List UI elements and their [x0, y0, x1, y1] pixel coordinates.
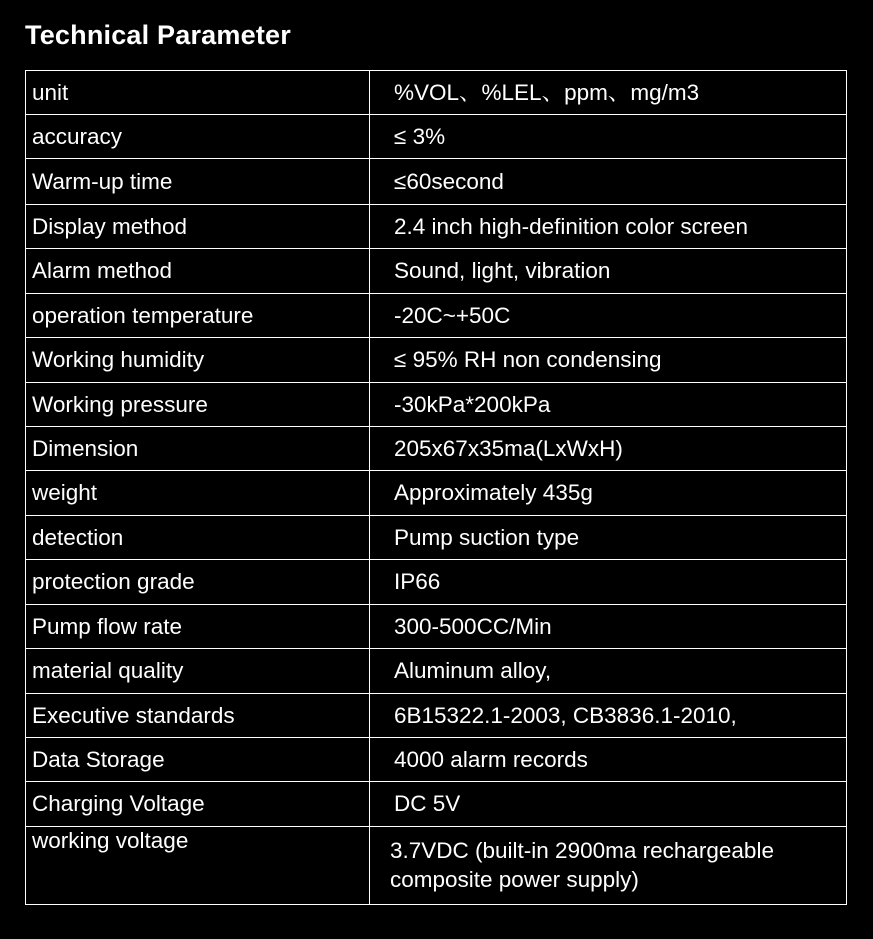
parameter-name: Working humidity: [26, 338, 370, 383]
parameter-value: DC 5V: [370, 782, 847, 827]
table-row: [26, 694, 847, 738]
table-row: [26, 338, 847, 383]
parameter-value: 2.4 inch high-definition color screen: [370, 205, 847, 249]
parameter-value: ≤60second: [370, 159, 847, 205]
table-row: [26, 605, 847, 649]
table-row: [26, 427, 847, 471]
parameter-value: 300-500CC/Min: [370, 605, 847, 649]
page-title: Technical Parameter: [25, 20, 291, 50]
parameter-name: Executive standards: [26, 694, 370, 738]
parameter-value: IP66: [370, 560, 847, 605]
parameter-value: Approximately 435g: [370, 471, 847, 516]
parameter-name: Data Storage: [26, 738, 370, 782]
table-row: [26, 738, 847, 782]
parameter-name: Warm-up time: [26, 159, 370, 205]
table-row: [26, 649, 847, 694]
parameter-value: 6B15322.1-2003, CB3836.1-2010,: [370, 694, 847, 738]
parameter-value: ≤ 95% RH non condensing: [370, 338, 847, 383]
parameter-value: Pump suction type: [370, 516, 847, 560]
table-row: [26, 115, 847, 159]
parameter-value: 3.7VDC (built-in 2900ma rechargeable composite power supply): [370, 827, 847, 905]
parameter-name: Display method: [26, 205, 370, 249]
parameter-value: ≤ 3%: [370, 115, 847, 159]
table-row: [26, 560, 847, 605]
table-row: [26, 205, 847, 249]
table-row: [26, 249, 847, 294]
parameter-name: material quality: [26, 649, 370, 694]
parameter-value: Sound, light, vibration: [370, 249, 847, 294]
parameter-value: -30kPa*200kPa: [370, 383, 847, 427]
parameter-value: Aluminum alloy,: [370, 649, 847, 694]
parameter-value: %VOL、%LEL、ppm、mg/m3: [370, 71, 847, 115]
table-row: [26, 294, 847, 338]
parameter-name: accuracy: [26, 115, 370, 159]
parameter-name: protection grade: [26, 560, 370, 605]
table-row: [26, 471, 847, 516]
table-row: [26, 71, 847, 115]
table-row: [26, 782, 847, 827]
parameter-name: Alarm method: [26, 249, 370, 294]
parameter-name: Pump flow rate: [26, 605, 370, 649]
table-row: [26, 516, 847, 560]
parameter-name: weight: [26, 471, 370, 516]
table-row: [26, 827, 847, 905]
parameter-name: Dimension: [26, 427, 370, 471]
parameter-name: Working pressure: [26, 383, 370, 427]
parameter-value: -20C~+50C: [370, 294, 847, 338]
parameter-name: working voltage: [26, 827, 370, 905]
technical-parameter-table: [25, 70, 847, 905]
parameter-value: 4000 alarm records: [370, 738, 847, 782]
table-row: [26, 159, 847, 205]
parameter-name: Charging Voltage: [26, 782, 370, 827]
parameter-name: operation temperature: [26, 294, 370, 338]
parameter-name: detection: [26, 516, 370, 560]
parameter-value: 205x67x35ma(LxWxH): [370, 427, 847, 471]
parameter-name: unit: [26, 71, 370, 115]
table-row: [26, 383, 847, 427]
